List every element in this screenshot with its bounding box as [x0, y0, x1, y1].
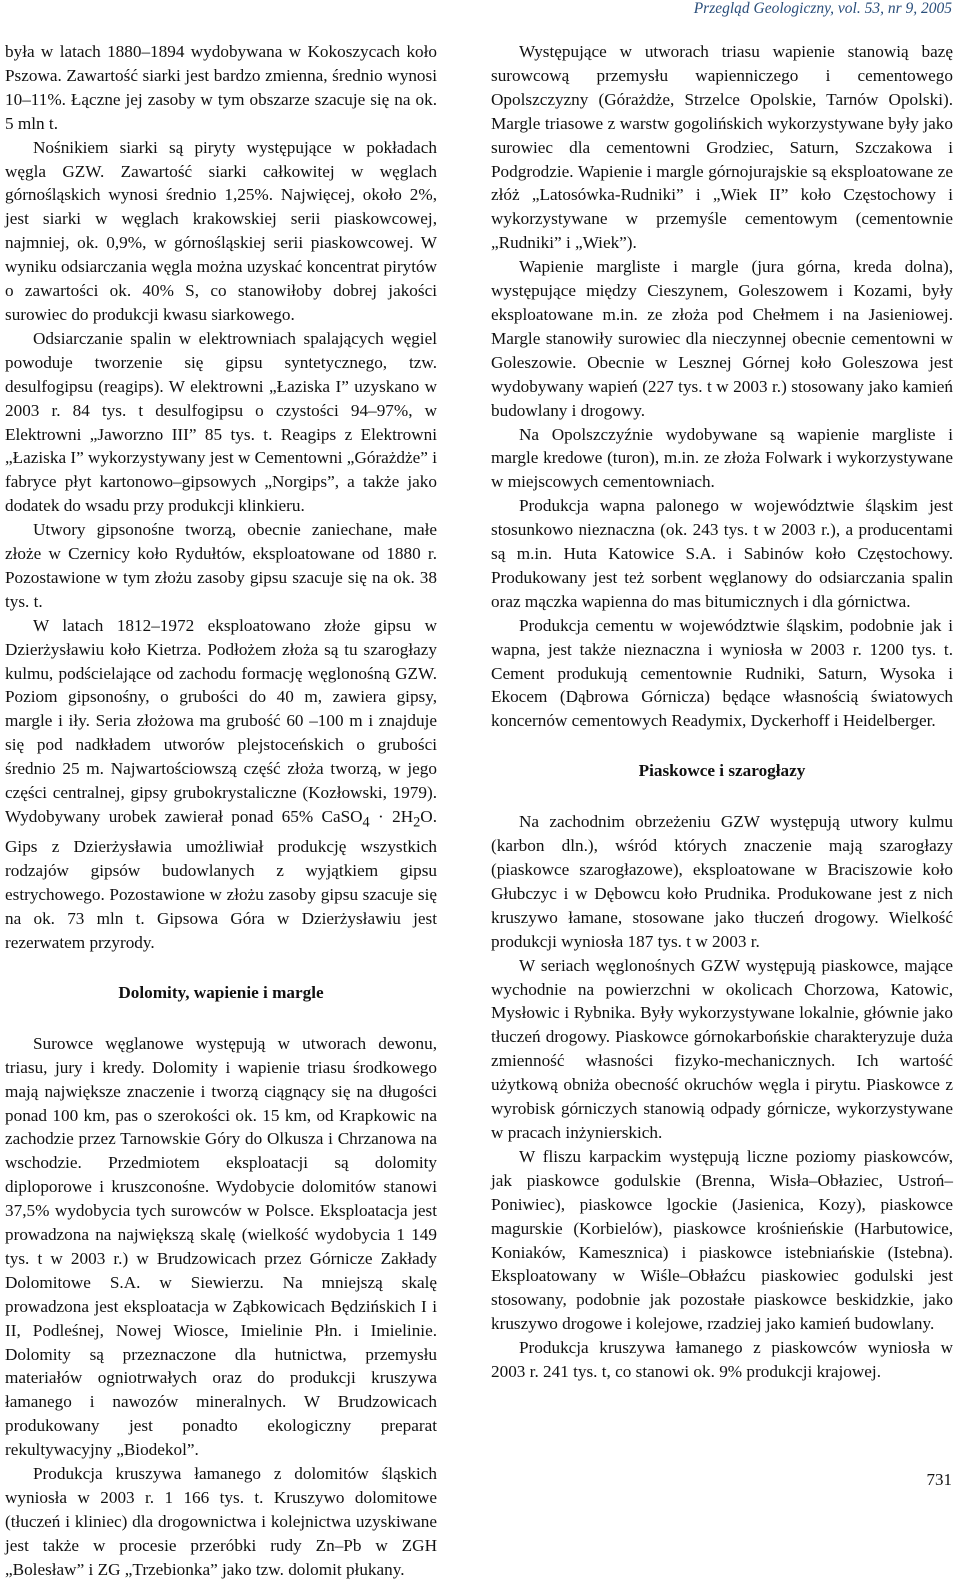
paragraph: Produkcja wapna palonego w województwie śląskim jest stosunkowo nieznaczna (ok. 243 tys. t w 2003 r.), a producentami są m.in. Huta Katowice S.A. i Sabinów koło Częstochowy. Produkowany jest też sorbent węglanowy do odsiarczania spalin oraz mączka wapienna do mas bitumicznych i dla górnictwa. — [491, 496, 953, 611]
paragraph: Produkcja kruszywa łamanego z dolomitów śląskich wyniosła w 2003 r. 1 166 tys. t. Kruszywo dolomitowe (tłuczeń i kliniec) dla drogownictwa i kolejnictwa uzyskiwane jest także w procesie przeróbki rudy Zn–Pb w ZGH „Bolesław” i ZG „Trzebionka” jako tzw. dolomit płukany. — [5, 1464, 437, 1579]
paragraph: Surowce węglanowe występują w utworach dewonu, triasu, jury i kredy. Dolomity i wapienie triasu środkowego mają największe znaczenie i tworzą ciągnący się na długości ponad 100 km, pas o szerokości ok. 15 km, od Krapkowic na zachodzie przez Tarnowskie Góry do Olkusza i Chrzanowa na wschodzie. Przedmiotem eksploatacji są dolomity diploporowe i kruszconośne. Wydobycie dolomitów stanowi 37,5% wydobycia tych surowców w Polsce. Eksploatacja jest prowadzona na największą skalę (wielkość wydobycia 1 149 tys. t w 2003 r.) w Brudzowicach przez Górnicze Zakłady Dolomitowe S.A. w Siewierzu. Na mniejszą skalę prowadzona jest eksploatacja w Ząbkowicach Będzińskich I i II, Podleśnej, Nowej Wiosce, Imielinie Płn. i Imielinie. Dolomity są przeznaczone dla hutnictwa, przemysłu materiałów ogniotrwałych oraz do produkcji kruszywa łamanego i nawozów mineralnych. W Brudzowicach produkowany jest ponadto ekologiczny preparat rekultywacyjny „Biodekol”. — [5, 1033, 437, 1460]
paragraph: Produkcja kruszywa łamanego z piaskowców wyniosła w 2003 r. 241 tys. t, co stanowi ok. 9% produkcji krajowej. — [491, 1338, 953, 1382]
paragraph: Występujące w utworach triasu wapienie stanowią bazę surowcową przemysłu wapienniczego i cementowego Opolszczyzny (Górażdże, Strzelce Opolskie, Tarnów Opolski). Margle triasowe z warstw gogolińskich wykorzystywane były jako surowiec dla cementowni Grodziec, Saturn, Szczakowa i Podgrodzie. Wapienie i margle górnojurajskie są eksploatowane ze złóż „Latosówka-Rudniki” i „Wiek II” koło Częstochowy i wykorzystywane w przemyśle cementowym (cementownie „Rudniki” i „Wiek”). — [491, 42, 953, 253]
text-span: O. Gips z Dzierżysławia umożliwiał produkcję wszystkich rodzajów gipsów budowlanych z wyjątkiem gipsu estrychowego. Pozostawione w złożu zasoby gipsu szacuje się na ok. 73 mln t. Gipsowa Góra w Dzierżysławiu jest rezerwatem przyrody. — [5, 807, 437, 952]
text-span: W latach 1812–1972 eksploatowano złoże gipsu w Dzierżysławiu koło Kietrza. Podłożem złoża są tu szarogłazy kulmu, podścielające od zachodu formację węglonośną GZW. Poziom gipsonośny, o grubości do 40 m, zawiera gipsy, margle i iły. Seria złożowa ma grubość 60 –100 m i znajduje się pod nadkładem utworów plejstoceńskich o grubości średnio 25 m. Najwartościowszą część złoża tworzą, w jego części centralnej, gipsy grubokrystaliczne (Kozłowski, 1979). Wydobywany urobek zawierał ponad 65% CaSO — [5, 615, 437, 826]
right-column — [491, 40, 953, 1384]
subscript: 4 — [362, 814, 370, 831]
subscript: 2 — [413, 814, 421, 831]
paragraph: W seriach węglonośnych GZW występują piaskowce, mające wychodnie na powierzchni w okolicach Chorzowa, Katowic, Mysłowic i Rybnika. Były wykorzystywane lokalnie, głównie jako tłuczeń drogowy. Piaskowce górnokarbońskie charakteryzuje duża zmienność własności fizyko-mechanicznych. Ich wartość użytkową obniża obecność okruchów węgla i pirytu. Piaskowce z wyrobisk górniczych stanowią odpady górnicze, wykorzystywane w pracach inżynierskich. — [491, 955, 953, 1142]
journal-header: Przegląd Geologiczny, vol. 53, nr 9, 2005 — [693, 0, 952, 17]
section-heading-sandstones: Piaskowce i szarogłazy — [638, 761, 806, 781]
paragraph: W fliszu karpackim występują liczne poziomy piaskowców, jak piaskowce godulskie (Brenna, Wisła–Obłaziec, Ustroń–Poniwiec), piaskowce lgockie (Jasienica, Kozy), piaskowce magurskie (Korbielów), piaskowce krośnieńskie (Harbutowice, Koniaków, Kamesznica) i piaskowce istebniańskie (Istebna). Eksploatowany w Wiśle–Obłaźcu piaskowiec godulski jest stosowany, podobnie jak pozostałe piaskowce beskidzkie, jako kruszywo drogowe i kolejowe, rzadziej jako kamień budowlany. — [491, 1146, 953, 1334]
left-column — [5, 40, 437, 1582]
paragraph: Utwory gipsonośne tworzą, obecnie zaniechane, małe złoże w Czernicy koło Rydułtów, eksploatowane od 1880 r. Pozostawione w tym złożu zasoby gipsu szacuje się na ok. 38 tys. t. — [5, 520, 437, 611]
section-heading-dolomites: Dolomity, wapienie i margle — [118, 982, 324, 1002]
paragraph: Produkcja cementu w województwie śląskim, podobnie jak i wapna, jest także nieznaczna i wyniosła w 2003 r. 1200 tys. t. Cement produkują cementownie Rudniki, Saturn, Wysoka i Ekocem (Dąbrowa Górnicza) będące własnością światowych koncernów cementowych Readymix, Dyckerhoff i Heidelberger. — [491, 615, 953, 731]
paragraph: Nośnikiem siarki są piryty występujące w pokładach węgla GZW. Zawartość siarki całkowitej w węglach górnośląskich wynosi średnio 1,25%. Najwięcej, około 2%, jest siarki w węglach krakowskiej serii piaskowcowej, najmniej, ok. 0,9%, w górnośląskiej serii piaskowcowej. W wyniku odsiarczania węgla można uzyskać koncentrat pirytów o zawartości ok. 40% S, co stanowiłoby dobrej jakości surowiec do produkcji kwasu siarkowego. — [5, 137, 437, 324]
paragraph-gypsum — [5, 614, 437, 955]
paragraph: Na zachodnim obrzeżeniu GZW występują utwory kulmu (karbon dln.), wśród których znaczenie mają szarogłazy (piaskowce szarogłazowe), eksploatowane w Braciszowie koło Głubczyc i w Dębowcu koło Prudnika. Produkowane jest z nich kruszywo łamane, stosowane jako tłuczeń drogowy. Wielkość produkcji wyniosła 187 tys. t w 2003 r. — [491, 812, 953, 951]
paragraph: była w latach 1880–1894 wydobywana w Kokoszycach koło Pszowa. Zawartość siarki jest bardzo zmienna, średnio wynosi 10–11%. Łączne jej zasoby w tym obszarze szacuje się na ok. 5 mln t. — [5, 42, 437, 133]
paragraph: Odsiarczanie spalin w elektrowniach spalających węgiel powoduje tworzenie się gipsu syntetycznego, tzw. desulfogipsu (reagips). W elektrowni „Łaziska I” uzyskano w 2003 r. 84 tys. t desulfogipsu o czystości 94–97%, w Elektrowni „Jaworzno III” 85 tys. t. Reagips z Elektrowni „Łaziska I” wykorzystywany jest w Cementowni „Górażdże” i fabryce płyt kartonowo–gipsowych „Norgips”, a także jako dodatek do wsadu przy produkcji klinkieru. — [5, 328, 437, 516]
text-span: · 2H — [369, 807, 414, 826]
page-number: 731 — [926, 1470, 952, 1489]
paragraph: Wapienie margliste i margle (jura górna, kreda dolna), występujące między Cieszynem, Goleszowem i Kozami, były eksploatowane m.in. ze złoża pod Chełmem i na Jasieniowej. Margle stanowiły surowiec dla nieczynnej obecnie cementowni w Goleszowie. Obecnie w Lesznej Górnej koło Goleszowa jest wydobywany wapień (227 tys. t w 2003 r.) stosowany jako kamień budowlany i drogowy. — [491, 257, 953, 420]
paragraph: Na Opolszczyźnie wydobywane są wapienie margliste i margle kredowe (turon), m.in. ze złoża Folwark i wykorzystywane w miejscowych cementowniach. — [491, 424, 953, 492]
